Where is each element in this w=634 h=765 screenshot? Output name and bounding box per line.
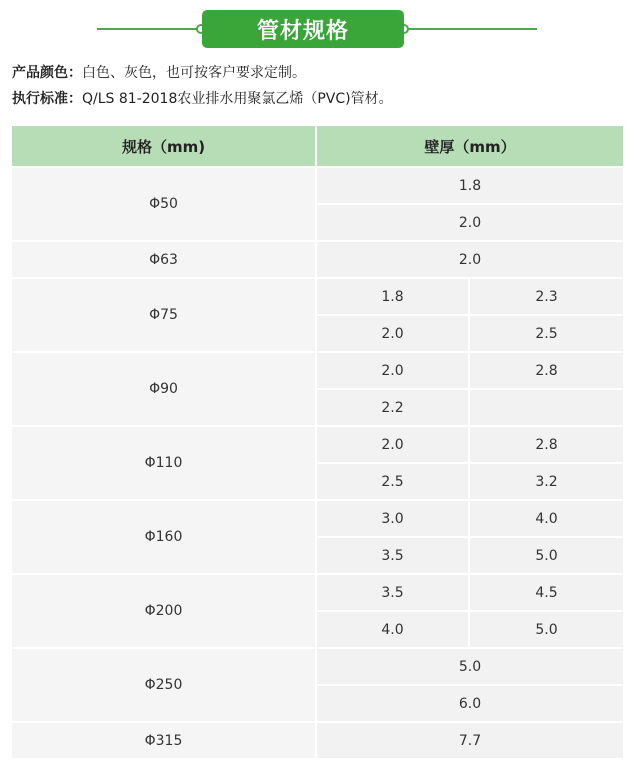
table-row (12, 427, 623, 464)
thickness-cell: 4.5 (470, 575, 623, 612)
spec-cell: Φ160 (12, 501, 317, 575)
thickness-cell: 2.8 (470, 427, 623, 464)
table-body (12, 168, 623, 760)
table-row (12, 353, 623, 390)
standard-value: Q/LS 81-2018农业排水用聚氯乙烯（PVC)管材。 (82, 91, 393, 107)
title-banner (0, 10, 634, 50)
spec-cell: Φ75 (12, 279, 317, 353)
page-title: 管材规格 (202, 10, 404, 48)
header-thickness: 壁厚（mm） (317, 126, 623, 168)
thickness-cell: 3.5 (317, 575, 470, 612)
table-row (12, 168, 623, 205)
spec-cell: Φ63 (12, 242, 317, 279)
standard-label: 执行标准： (12, 91, 82, 107)
banner-line-right (404, 28, 537, 30)
thickness-cell: 7.7 (317, 723, 623, 760)
spec-cell: Φ250 (12, 649, 317, 723)
table-row (12, 279, 623, 316)
thickness-cell: 2.0 (317, 353, 470, 390)
table-row (12, 501, 623, 538)
thickness-cell: 3.0 (317, 501, 470, 538)
spec-cell: Φ200 (12, 575, 317, 649)
banner-line-left (97, 28, 200, 30)
thickness-cell: 1.8 (317, 279, 470, 316)
thickness-cell: 2.0 (317, 316, 470, 353)
thickness-cell: 6.0 (317, 686, 623, 723)
thickness-cell (470, 390, 623, 427)
product-color-label: 产品颜色： (12, 65, 82, 81)
table-row (12, 575, 623, 612)
spec-table (12, 126, 623, 760)
thickness-cell: 2.5 (470, 316, 623, 353)
thickness-cell: 2.0 (317, 427, 470, 464)
thickness-cell: 5.0 (317, 649, 623, 686)
standard-line (12, 88, 393, 108)
thickness-cell: 2.8 (470, 353, 623, 390)
spec-cell: Φ50 (12, 168, 317, 242)
thickness-cell: 4.0 (317, 612, 470, 649)
thickness-cell: 5.0 (470, 538, 623, 575)
thickness-cell: 1.8 (317, 168, 623, 205)
thickness-cell: 2.3 (470, 279, 623, 316)
thickness-cell: 2.0 (317, 205, 623, 242)
thickness-cell: 4.0 (470, 501, 623, 538)
spec-cell: Φ110 (12, 427, 317, 501)
table-row (12, 649, 623, 686)
header-spec: 规格（mm) (12, 126, 317, 168)
table-row (12, 723, 623, 760)
table-row (12, 242, 623, 279)
spec-cell: Φ90 (12, 353, 317, 427)
thickness-cell: 2.2 (317, 390, 470, 427)
product-color-line (12, 62, 306, 82)
thickness-cell: 2.0 (317, 242, 623, 279)
product-color-value: 白色、灰色，也可按客户要求定制。 (82, 65, 306, 81)
spec-cell: Φ315 (12, 723, 317, 760)
thickness-cell: 3.2 (470, 464, 623, 501)
thickness-cell: 5.0 (470, 612, 623, 649)
table-header-row (12, 126, 623, 168)
thickness-cell: 2.5 (317, 464, 470, 501)
thickness-cell: 3.5 (317, 538, 470, 575)
